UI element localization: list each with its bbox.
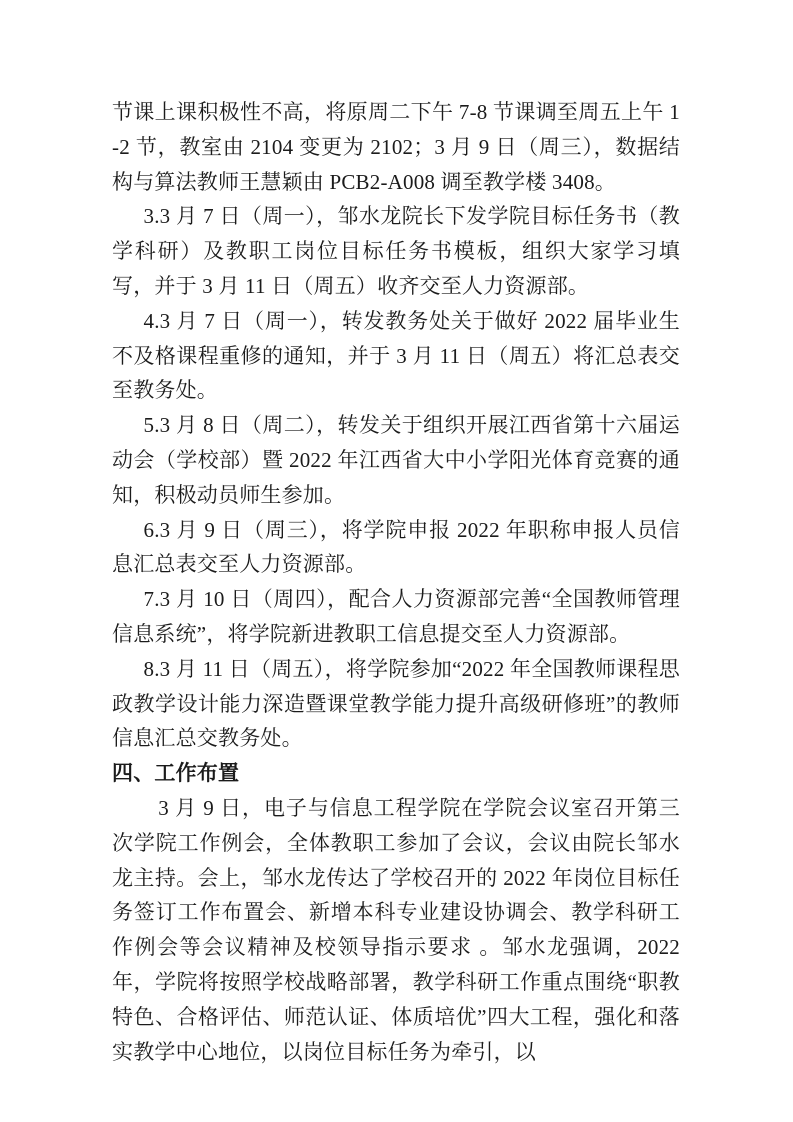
paragraph-item-6: 6.3 月 9 日（周三），将学院申报 2022 年职称申报人员信息汇总表交至人力资源部。 [112, 517, 680, 577]
document-body [112, 95, 680, 1069]
paragraph-item-4: 4.3 月 7 日（周一），转发教务处关于做好 2022 届毕业生不及格课程重修的通知，并于 3 月 11 日（周五）将汇总表交至教务处。 [112, 308, 680, 403]
paragraph-item-7: 7.3 月 10 日（周四），配合人力资源部完善“全国教师管理信息系统”，将学院新进教职工信息提交至人力资源部。 [112, 587, 680, 646]
section-heading-work-arrangement: 四、工作布置 [112, 761, 240, 786]
paragraph-item-8: 8.3 月 11 日（周五），将学院参加“2022 年全国教师课程思政教学设计能力深造暨课堂教学能力提升高级研修班”的教师信息汇总交教务处。 [112, 656, 680, 751]
paragraph-item-5: 5.3 月 8 日（周二），转发关于组织开展江西省第十六届运动会（学校部）暨 2022 年江西省大中小学阳光体育竞赛的通知，积极动员师生参加。 [112, 413, 680, 507]
paragraph-course-adjustment: 节课上课积极性不高，将原周二下午 7-8 节课调至周五上午 1-2 节，教室由 2104 变更为 2102；3 月 9 日（周三），数据结构与算法教师王慧颖由 PCB2-A008 调至教学楼 3408。 [112, 100, 680, 194]
paragraph-item-3: 3.3 月 7 日（周一），邹水龙院长下发学院目标任务书（教学科研）及教职工岗位目标任务书模板，组织大家学习填写，并于 3 月 11 日（周五）收齐交至人力资源部。 [112, 204, 680, 298]
paragraph-work-meeting: 3 月 9 日，电子与信息工程学院在学院会议室召开第三次学院工作例会，全体教职工参加了会议，会议由院长邹水龙主持。会上，邹水龙传达了学校召开的 2022 年岗位目标任务签订工作布置会、新增本科专业建设协调会、教学科研工作例会等会议精神及校领导指示要求 。邹水龙强调，2022 年，学院将按照学校战略部署，教学科研工作重点围绕“职教特色、合格评估、师范认证、体质培优”四大工程，强化和落实教学中心地位，以岗位目标任务为牵引，以 [112, 795, 680, 1064]
